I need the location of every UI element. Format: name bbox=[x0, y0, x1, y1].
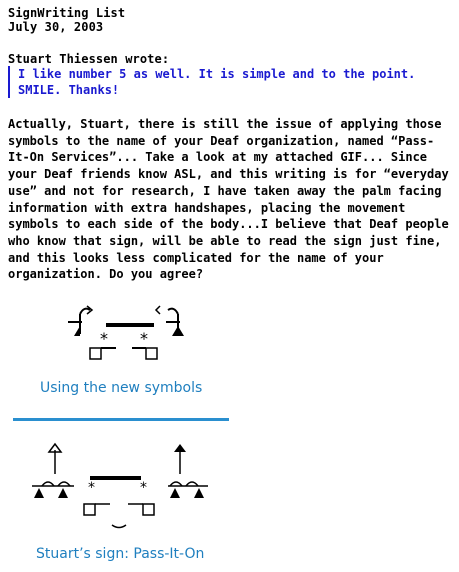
svg-text:*: * bbox=[140, 329, 148, 348]
signwriting-pass-it-on-icon bbox=[28, 440, 213, 540]
quoted-text: I like number 5 as well. It is simple and to the point. SMILE. Thanks! bbox=[8, 66, 458, 98]
signwriting-new-symbols-icon bbox=[60, 298, 200, 368]
list-title: SignWriting List bbox=[8, 6, 126, 20]
svg-text:*: * bbox=[88, 480, 95, 496]
figure-caption-1: Using the new symbols bbox=[40, 380, 203, 396]
message-body: Actually, Stuart, there is still the issue of applying those symbols to the name of your Deaf organization, named “Pass-It-On Services”... Take a look at my attached GIF... Since your Deaf friends know ASL, and this writing is for “everyday use” and not for research, I have taken away the palm facing information with extra handshapes, placing the movement symbols to each side of the body...I believe that Deaf people who know that sign, will be able to read the sign just fine, and this looks less complicated for the name of your organization. Do you agree? bbox=[8, 117, 449, 282]
figure-caption-2: Stuart’s sign: Pass-It-On bbox=[36, 546, 205, 562]
svg-text:*: * bbox=[140, 480, 147, 496]
quote-attribution: Stuart Thiessen wrote: bbox=[8, 52, 170, 66]
section-divider bbox=[13, 418, 229, 421]
svg-text:*: * bbox=[100, 329, 108, 348]
post-date: July 30, 2003 bbox=[8, 20, 104, 34]
